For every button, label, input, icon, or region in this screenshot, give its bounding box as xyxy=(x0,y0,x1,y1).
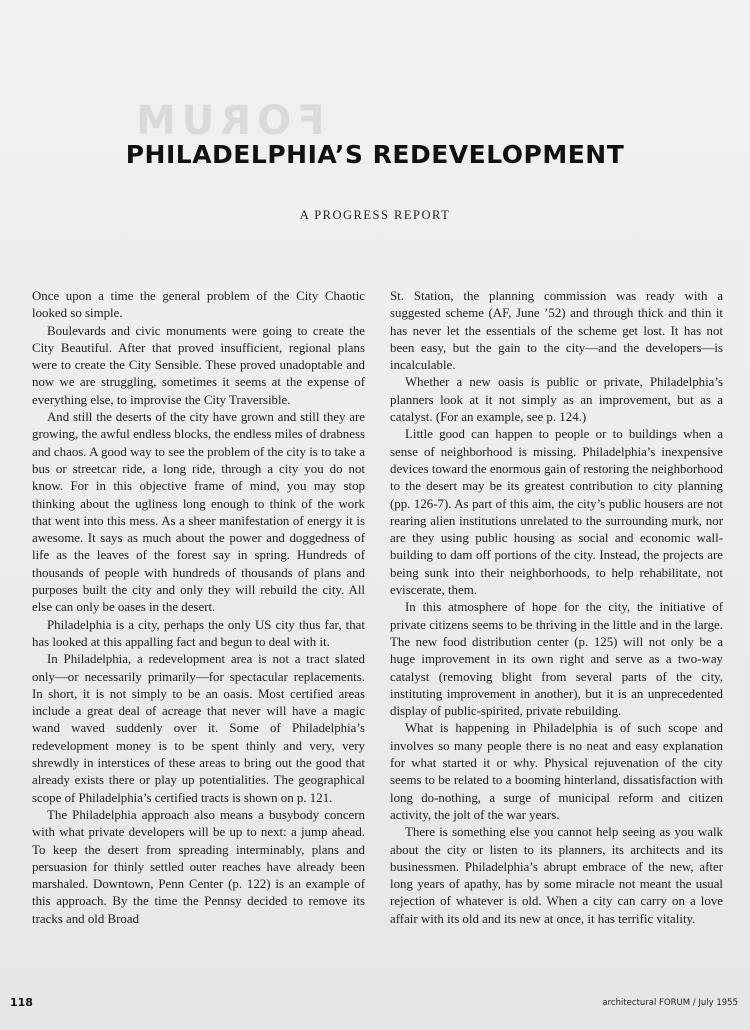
magazine-name: architectural FORUM xyxy=(602,998,691,1008)
article-paragraph: In Philadelphia, a redevelopment area is not a tract slated only—or necessarily primarily—for spectacular replacements. In short, it is not simply to be an oasis. Most certified areas include a great deal of acreage that never will have a magic wand waved suddenly over it. Some of Philadelphia’s redevelopment money is to be spent thinly and very, very shrewdly in interstices of these areas to bring out the good that already exists there or play up potentialities. The geographical scope of Philadelphia’s certified tracts is shown on p. 121. xyxy=(32,652,365,805)
credit-separator: / xyxy=(690,998,699,1008)
page-title: PHILADELPHIA’S REDEVELOPMENT xyxy=(125,140,625,169)
article-paragraph: Once upon a time the general problem of the City Chaotic looked so simple. xyxy=(32,289,365,321)
publication-credit xyxy=(602,998,738,1008)
article-paragraph: Philadelphia is a city, perhaps the only US city thus far, that has looked at this appalling fact and begun to deal with it. xyxy=(32,617,365,649)
page-footer xyxy=(0,996,750,1012)
article-paragraph: The Philadelphia approach also means a busybody concern with what private developers will be up to next: a jump ahead. To keep the desert from spreading interminably, plans and persuasion for thinly settled outer reaches have already been marshaled. Downtown, Penn Center (p. 122) is an example of this approach. By the time the Pennsy decided to remove its tracks and old Broad xyxy=(32,807,365,926)
page-number: 118 xyxy=(10,996,33,1009)
article-paragraph: Whether a new oasis is public or private, Philadelphia’s planners look at it not simply as an improvement, but as a catalyst. (For an example, see p. 124.) xyxy=(390,375,723,425)
page-subtitle: A PROGRESS REPORT xyxy=(299,208,451,222)
issue-date: July 1955 xyxy=(698,998,738,1008)
article-paragraph: In this atmosphere of hope for the city, the initiative of private citizens seems to be thriving in the little and in the large. The new food distribution center (p. 125) will not only be a huge improvement in its own right and serve as a two-way catalyst (removing blight from several parts of the city, instituting improvement in another), but it is an unprecedented display of public-spirited, private rebuilding. xyxy=(390,600,723,719)
article-right-column xyxy=(390,288,723,928)
article-paragraph: What is happening in Philadelphia is of such scope and involves so many people there is no neat and easy explanation for what started it or why. Physical rejuvenation of the city seems to be related to a booming hinterland, dissatisfaction with long do-nothing, a surge of municipal reform and citizen activity, the jolt of the war years. xyxy=(390,721,723,822)
article-paragraph: Boulevards and civic monuments were going to create the City Beautiful. After that proved insufficient, regional plans were to create the City Sensible. These proved unadoptable and now we are struggling, sometimes it seems at the expense of everything else, to improvise the City Traversible. xyxy=(32,323,365,407)
article-paragraph: There is something else you cannot help seeing as you walk about the city or listen to its planners, its architects and its businessmen. Philadelphia’s abrupt embrace of the new, after long years of apathy, has by some miracle not meant the usual rejection of whatever is old. When a city can carry on a love affair with its old and its new at once, it has terrific vitality. xyxy=(390,825,723,926)
article-left-column xyxy=(32,288,365,928)
article-paragraph: And still the deserts of the city have grown and still they are growing, the awful endless blocks, the endless miles of drabness and chaos. A good way to see the problem of the city is to take a bus or streetcar ride, a long ride, through a city you do not know. For in this objective frame of mind, you may stop thinking about the ugliness long enough to think of the work that went into this mess. As a sheer manifestation of energy it is awesome. It says as much about the power and doggedness of life as the leaves of the forest say in spring. Hundreds of thousands of people with hundreds of thousands of plans and purposes built the city and only they will rebuild the city. All else can only be oases in the desert. xyxy=(32,410,365,615)
article-paragraph-continued: St. Station, the planning commission was ready with a suggested scheme (AF, June ’52) and through thick and thin it has never let the essentials of the scheme get lost. It has not been easy, but the gain to the city—and the developers—is incalculable. xyxy=(390,289,723,373)
article-paragraph: Little good can happen to people or to buildings when a sense of neighborhood is missing. Philadelphia’s inexpensive devices toward the enormous gain of restoring the neighborhood to the desert may be its greatest contribution to city planning (pp. 126-7). As part of this aim, the city’s public housers are not rearing alien institutions unrelated to the surrounding murk, nor are they using public housing as social and economic wall-building to dam off portions of the city. Instead, the projects are being sunk into their neighborhoods, to help rehabilitate, not eviscerate, them. xyxy=(390,427,723,598)
bleed-through-text: FORUM xyxy=(130,98,325,144)
